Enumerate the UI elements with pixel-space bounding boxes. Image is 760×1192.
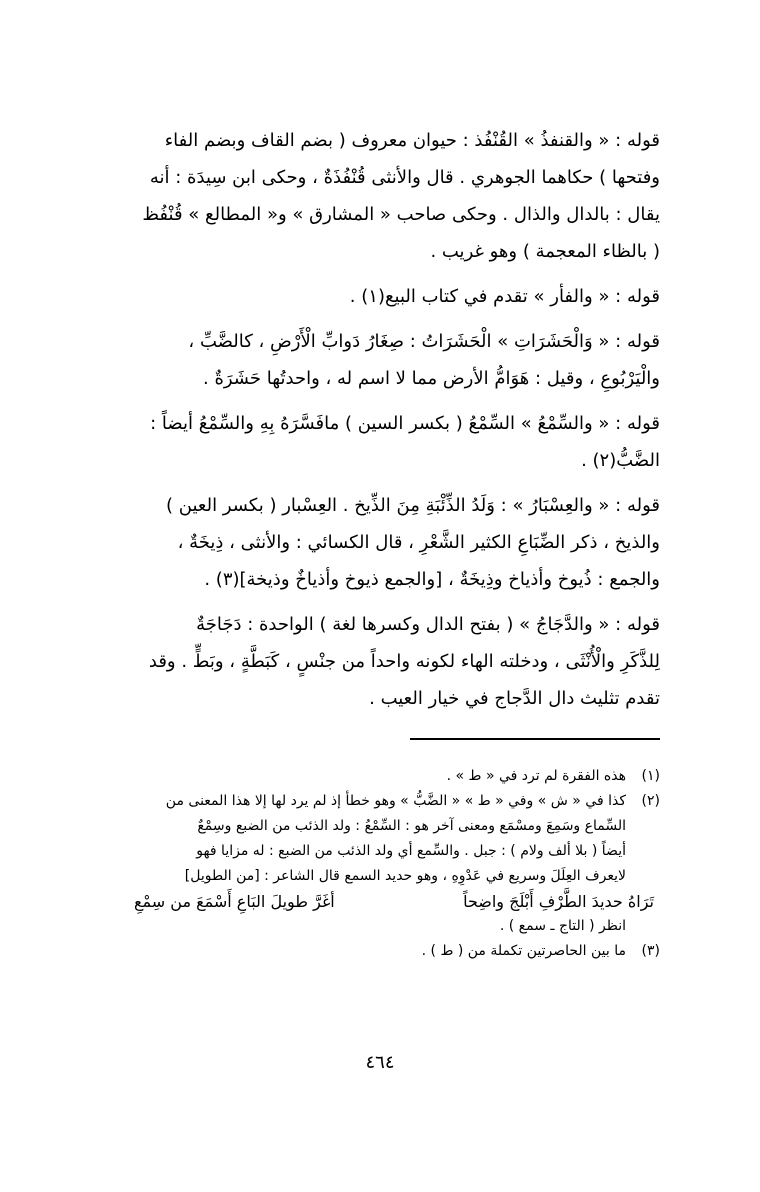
footnote-text (100, 764, 626, 789)
footnote-line: كذا في « ش » وفي « ط » « الضَّبُّ » وهو خطأ إذ لم يرد لها إلا هذا المعنى من (165, 793, 626, 809)
text-line: ( بالظاء المعجمة ) وهو غريب . (430, 241, 660, 262)
footnote-number: (٣) (641, 943, 660, 959)
text-line: والذيخ ، ذكر الضِّبَاعِ الكثير الشَّعْرِ ، قال الكسائي : والأنثى ، ذِيخَةٌ ، (177, 532, 660, 553)
footnote-line: انظر ( التاج ـ سمع ) . (499, 918, 626, 934)
paragraph-hasharat (100, 323, 660, 397)
paragraph-qunfudh (100, 122, 660, 270)
footnote-line: هذه الفقرة لم ترد في « ط » . (446, 768, 626, 784)
footnote-number: (٢) (641, 793, 660, 809)
footnote-number: (١) (641, 768, 660, 784)
text-line: قوله : « والقنفذُ » القُنْفُذ : حيوان معروف ( بضم القاف وبضم الفاء (164, 130, 660, 151)
footnotes (100, 764, 660, 964)
text-line: قوله : « وَالْحَشَرَاتِ » الْحَشَرَاتُ : صِغَارُ دَوابِّ الْأَرْضِ ، كالضَّبِّ ، (188, 331, 660, 352)
footnote-3 (100, 939, 660, 964)
verse-first-hemistich: تَرَاهُ حديدَ الطَّرْفِ أَبْلَجَ واضِحاً (463, 892, 654, 911)
poetry-verse (100, 889, 660, 914)
text-line: قوله : « والدَّجَاجُ » ( بفتح الدال وكسرها لغة ) الواحدة : دَجَاجَةٌ (196, 614, 660, 635)
text-line: والجمع : ذُيوخ وأذياخ وذِيخَةٌ ، [والجمع ذيوخ وأذياخٌ وذيخة](٣) . (204, 569, 660, 590)
footnote-line: لايعرف العِلَلَ وسريع في عَدْوِهِ ، وهو حديد السمع قال الشاعر : [من الطويل] (184, 868, 626, 884)
text-line: قوله : « والعِسْبَارُ » : وَلَدُ الذِّئْبَةِ مِنَ الذِّيخ . العِسْبار ( بكسر العين ) (166, 495, 660, 516)
text-line: قوله : « والفأر » تقدم في كتاب البيع(١) . (349, 286, 660, 307)
footnote-2 (100, 789, 660, 889)
footnote-text (100, 939, 626, 964)
main-text (100, 122, 660, 725)
text-line: يقال : بالدال والذال . وحكى صاحب « المشارق » و« المطالع » قُنْفُظ (142, 204, 660, 225)
text-line: وفتحها ) حكاهما الجوهري . قال والأنثى قُنْفُذَةٌ ، وحكى ابن سِيدَة : أنه (149, 167, 660, 188)
paragraph-dajaj (100, 606, 660, 717)
verse-second-hemistich: أغَرَّ طويلَ البَاعِ أَسْمَعَ من سِمْعِ (134, 892, 335, 911)
paragraph-isbar (100, 487, 660, 598)
footnote-line: ما بين الحاصرتين تكملة من ( ط ) . (421, 943, 626, 959)
text-line: قوله : « والسِّمْعُ » السِّمْعُ ( بكسر السين ) مافَسَّرَهُ بِهِ والسِّمْعُ أيضاً : (150, 413, 660, 434)
text-line: تقدم تثليث دال الدَّجاج في خيار العيب . (369, 688, 660, 709)
paragraph-fa2r (100, 278, 660, 315)
footnote-2-reference (100, 914, 660, 939)
text-line: لِلذَّكَرِ والْأُنْثَى ، ودخلته الهاء لكونه واحداً من جنْسٍ ، كَبَطَّةٍ ، وبَطٍّ . وقد (148, 651, 660, 672)
footnote-divider (410, 738, 660, 740)
footnote-line: أيضاً ( بلا ألف ولام ) : جبل . والسِّمع أي ولد الذئب من الضبع : له مزايا فهو (196, 843, 626, 859)
text-line: الضَّبُّ(٢) . (581, 450, 660, 471)
paragraph-sim3 (100, 405, 660, 479)
text-line: والْيَرْبُوعِ ، وقيل : هَوَامُّ الأرض مما لا اسم له ، واحدتُها حَشَرَةٌ . (203, 368, 660, 389)
footnote-1 (100, 764, 660, 789)
page-number: ٤٦٤ (365, 1052, 395, 1073)
footnote-line: السِّماع وسَمِعَ ومسْمَع ومعنى آخر هو : السِّمْعُ : ولد الذئب من الضبع وسِمْعٌ (197, 818, 626, 834)
footnote-text (100, 789, 626, 889)
